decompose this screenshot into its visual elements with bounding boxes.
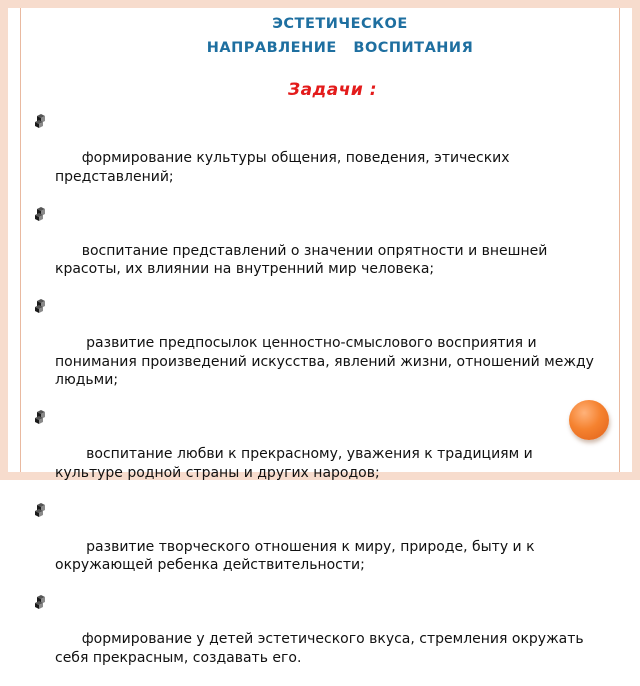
diamond-bullet-icon — [34, 594, 48, 610]
tasks-heading: Задачи : — [288, 80, 378, 100]
task-item — [34, 593, 594, 686]
task-text: развитие творческого отношения к миру, природе, быту и к окружающей ребенка действительности; — [55, 538, 540, 573]
diamond-bullet-icon — [34, 502, 48, 518]
task-item — [34, 205, 594, 298]
task-list — [34, 112, 599, 686]
orange-circle-icon — [569, 400, 609, 440]
task-text: формирование у детей эстетического вкуса, стремления окружать себя прекрасным, создавать его. — [55, 631, 589, 666]
task-text: формирование культуры общения, поведения, этических представлений; — [55, 150, 514, 185]
diamond-bullet-icon — [34, 206, 48, 222]
slide-title-line-1: ЭСТЕТИЧЕСКОЕ — [272, 16, 408, 32]
task-text: воспитание представлений о значении опрятности и внешней красоты, их влиянии на внутренний мир человека; — [55, 242, 552, 277]
diamond-bullet-icon — [34, 409, 48, 425]
task-item — [34, 112, 594, 205]
task-item — [34, 408, 594, 501]
diamond-bullet-icon — [34, 113, 48, 129]
slide-title-line-2: НАПРАВЛЕНИЕ ВОСПИТАНИЯ — [206, 40, 474, 56]
task-item — [34, 501, 594, 594]
task-text: развитие предпосылок ценностно-смыслового восприятия и понимания произведений искусства, явлений жизни, отношений между людьми; — [55, 335, 599, 388]
task-text: воспитание любви к прекрасному, уважения к традициям и культуре родной страны и других народов; — [55, 446, 538, 481]
diamond-bullet-icon — [34, 298, 48, 314]
task-item — [34, 297, 599, 408]
